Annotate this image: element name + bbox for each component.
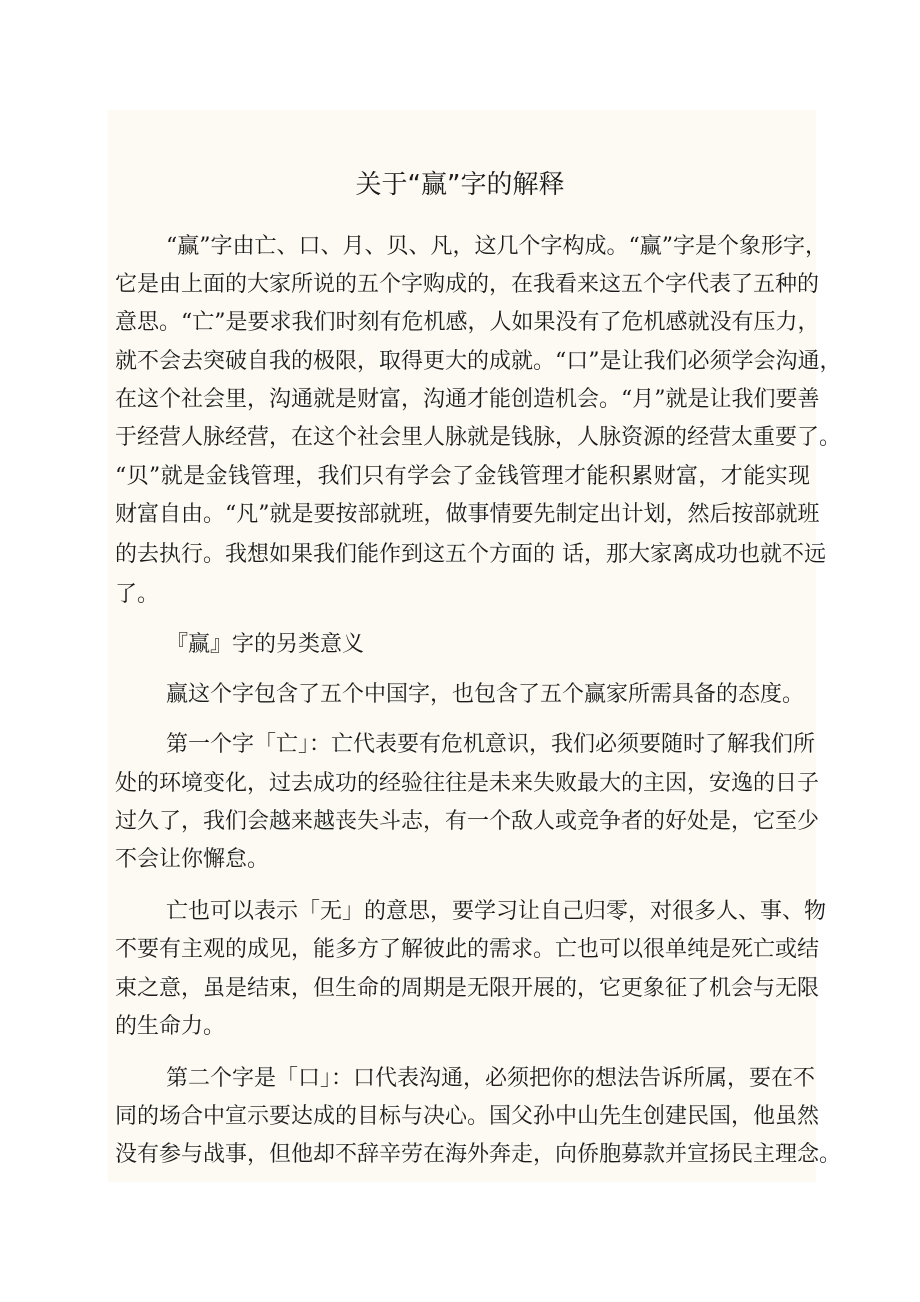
text-line: 第二个字是「口」：口代表沟通，必须把你的想法告诉所属，要在不 — [166, 1066, 816, 1091]
text-line: 在这个社会里，沟通就是财富，沟通才能创造机会。“月”就是让我们要善 — [115, 387, 820, 412]
text-line: 就不会去突破自我的极限，取得更大的成就。“口”是让我们必须学会沟通， — [115, 349, 842, 374]
text-line: 第一个字「亡」：亡代表要有危机意识，我们必须要随时了解我们所 — [166, 732, 816, 757]
text-line: 同的场合中宣示要达成的目标与决心。国父孙中山先生创建民国，他虽然 — [115, 1104, 820, 1129]
text-line: 的生命力。 — [115, 1014, 226, 1039]
section-heading: 『赢』字的另类意义 — [166, 632, 365, 657]
text-line: “赢”字由亡、口、月、贝、凡，这几个字构成。“赢”字是个象形字， — [166, 234, 827, 259]
text-line: 赢这个字包含了五个中国字，也包含了五个赢家所需具备的态度。 — [166, 682, 805, 707]
document-title: 关于“赢”字的解释 — [355, 170, 565, 200]
text-line: 它是由上面的大家所说的五个字购成的，在我看来这五个字代表了五种的 — [115, 272, 820, 297]
text-line: 的去执行。我想如果我们能作到这五个方面的 话，那大家离成功也就不远 — [115, 542, 826, 567]
text-line: 处的环境变化，过去成功的经验往往是未来失败最大的主因，安逸的日子 — [115, 771, 820, 796]
text-line: 过久了，我们会越来越丧失斗志，有一个敌人或竞争者的好处是，它至少 — [115, 809, 820, 834]
text-line: 亡也可以表示「无」的意思，要学习让自己归零，对很多人、事、物 — [166, 899, 827, 924]
text-line: 于经营人脉经营，在这个社会里人脉就是钱脉，人脉资源的经营太重要了。 — [115, 425, 842, 450]
text-line: 不会让你懈怠。 — [115, 847, 270, 872]
text-line: 财富自由。“凡”就是要按部就班，做事情要先制定出计划，然后按部就班 — [115, 502, 820, 527]
text-line: 意思。“亡”是要求我们时刻有危机感，人如果没有了危机感就没有压力， — [115, 310, 820, 335]
text-line: 没有参与战事，但他却不辞辛劳在海外奔走，向侨胞募款并宣扬民主理念。 — [115, 1142, 842, 1167]
text-line: 了。 — [115, 582, 160, 607]
text-line: “贝”就是金钱管理，我们只有学会了金钱管理才能积累财富，才能实现 — [115, 464, 810, 489]
text-line: 束之意，虽是结束，但生命的周期是无限开展的，它更象征了机会与无限 — [115, 976, 820, 1001]
text-line: 不要有主观的成见，能多方了解彼此的需求。亡也可以很单纯是死亡或结 — [115, 937, 820, 962]
